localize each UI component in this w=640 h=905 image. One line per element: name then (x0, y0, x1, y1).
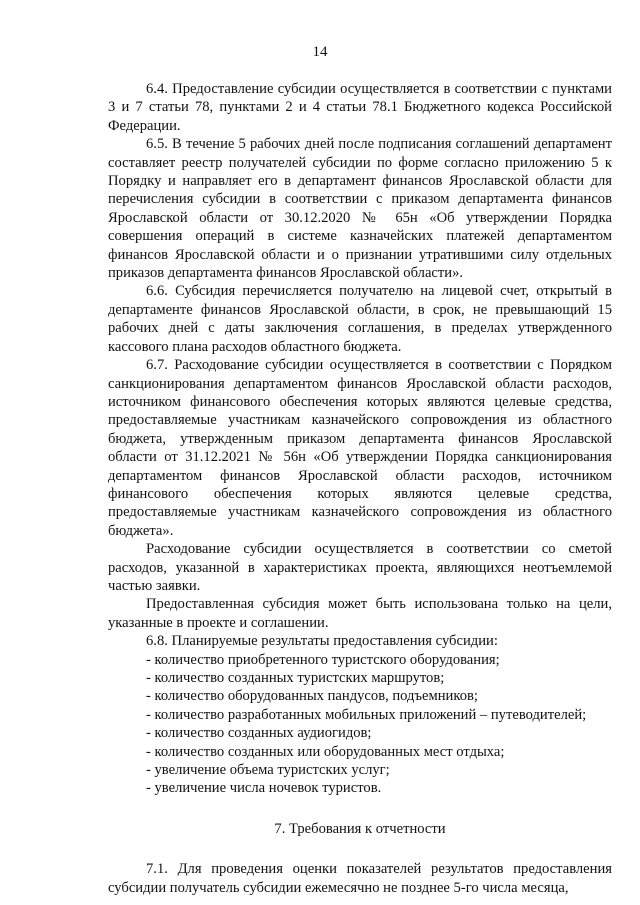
paragraph-6-8: 6.8. Планируемые результаты предоставления субсидии: (146, 633, 498, 650)
paragraph-6-5: 6.5. В течение 5 рабочих дней после подписания соглашений департамент составляет реестр получателей субсидии по форме согласно приложению 5 к Порядку и направляет его в департамент финансов Ярославской области для перечисления субсидии в соответствии с приказом департамента финансов Ярославской области от 30.12.2020 № 65н «Об утверждении Порядка совершения операций в системе казначейских платежей департаментом финансов Ярославской области и о признании утратившими силу отдельных приказов департамента финансов Ярославской области». (108, 136, 612, 282)
paragraph-7-1: 7.1. Для проведения оценки показателей результатов предоставления субсидии получатель субсидии ежемесячно не позднее 5-го числа месяца, (108, 861, 612, 896)
list-item: - количество оборудованных пандусов, подъемников; (146, 688, 478, 705)
list-item: - количество приобретенного туристского оборудования; (146, 651, 500, 668)
section-heading: 7. Требования к отчетности (274, 820, 446, 837)
paragraph-6-7: 6.7. Расходование субсидии осуществляется в соответствии с Порядком санкционирования департаментом финансов Ярославской области расходов, источником финансового обеспечения которых являются целевые средства, предоставляемые участникам казначейского сопровождения из областного бюджета, утвержденным приказом департамента финансов Ярославской области от 31.12.2021 № 56н «Об утверждении Порядка санкционирования департаментом финансов Ярославской области расходов, источником финансового обеспечения которых являются целевые средства, предоставляемые участникам казначейского сопровождения из областного бюджета». (108, 357, 612, 539)
list-item: - увеличение объема туристских услуг; (146, 762, 390, 779)
paragraph-6-4: 6.4. Предоставление субсидии осуществляется в соответствии с пунктами 3 и 7 статьи 78, пунктами 2 и 4 статьи 78.1 Бюджетного кодекса Российской Федерации. (108, 81, 612, 134)
list-item: - количество созданных или оборудованных мест отдыха; (146, 743, 505, 760)
paragraph-spending: Расходование субсидии осуществляется в соответствии со сметой расходов, указанной в характеристиках проекта, являющихся неотъемлемой частью заявки. (108, 541, 612, 594)
page-number: 14 (312, 44, 328, 60)
paragraph-6-6: 6.6. Субсидия перечисляется получателю на лицевой счет, открытый в департаменте финансов Ярославской области, в срок, не превышающий 15 рабочих дней с даты заключения соглашения, в пределах утвержденного кассового плана расходов областного бюджета. (108, 283, 612, 355)
paragraph-usage: Предоставленная субсидия может быть использована только на цели, указанные в проекте и соглашении. (108, 596, 612, 631)
list-item: - увеличение числа ночевок туристов. (146, 780, 382, 797)
document-body (108, 80, 612, 897)
list-item: - количество разработанных мобильных приложений – путеводителей; (146, 706, 587, 723)
list-item: - количество созданных аудиогидов; (146, 725, 372, 742)
results-list (108, 651, 612, 798)
list-item: - количество созданных туристских маршрутов; (146, 670, 445, 686)
